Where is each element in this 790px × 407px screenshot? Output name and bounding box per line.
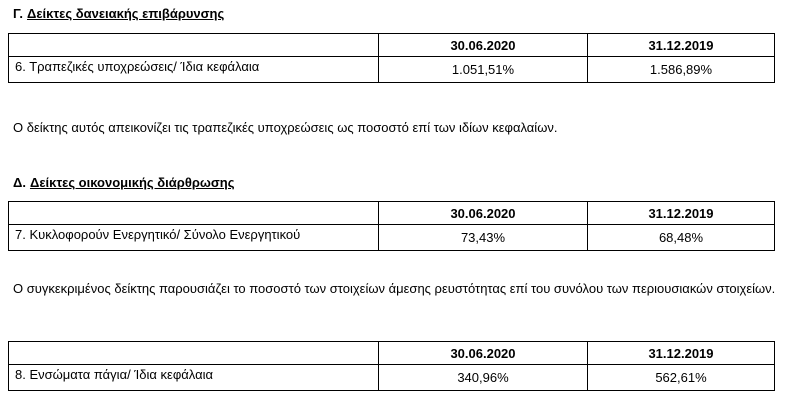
- value-2019: 68,48%: [588, 225, 775, 251]
- section-d-letter: Δ.: [13, 175, 26, 190]
- value-2019: 562,61%: [588, 365, 775, 391]
- header-date-2020: 30.06.2020: [379, 202, 588, 225]
- section-c-letter: Γ.: [13, 6, 23, 21]
- row-label: 8. Ενσώματα πάγια/ Ίδια κεφάλαια: [9, 365, 379, 391]
- section-d-description: Ο συγκεκριμένος δείκτης παρουσιάζει το ποσοστό των στοιχείων άμεσης ρευστότητας επί του συνόλου των περιουσιακών στοιχείων.: [13, 281, 776, 296]
- table-current-assets: [8, 201, 775, 251]
- table-row: [9, 365, 775, 391]
- table-header-row: [9, 342, 775, 365]
- section-c-title: Δείκτες δανειακής επιβάρυνσης: [27, 6, 225, 21]
- section-d-title: Δείκτες οικονομικής διάρθρωσης: [29, 175, 235, 190]
- section-d-heading: [13, 175, 234, 190]
- table-bank-liabilities: [8, 33, 775, 83]
- header-date-2019: 31.12.2019: [588, 34, 775, 57]
- header-empty-cell: [9, 34, 379, 57]
- header-empty-cell: [9, 202, 379, 225]
- table-fixed-assets: [8, 341, 775, 391]
- value-2020: 73,43%: [379, 225, 588, 251]
- value-2019: 1.586,89%: [588, 57, 775, 83]
- header-date-2020: 30.06.2020: [379, 34, 588, 57]
- table-header-row: [9, 202, 775, 225]
- value-2020: 1.051,51%: [379, 57, 588, 83]
- row-label: 7. Κυκλοφορούν Ενεργητικό/ Σύνολο Ενεργητικού: [9, 225, 379, 251]
- table-header-row: [9, 34, 775, 57]
- row-label: 6. Τραπεζικές υποχρεώσεις/ Ίδια κεφάλαια: [9, 57, 379, 83]
- table-row: [9, 57, 775, 83]
- table-row: [9, 225, 775, 251]
- header-date-2019: 31.12.2019: [588, 202, 775, 225]
- header-date-2019: 31.12.2019: [588, 342, 775, 365]
- section-c-heading: [13, 6, 224, 21]
- section-c-description: Ο δείκτης αυτός απεικονίζει τις τραπεζικές υποχρεώσεις ως ποσοστό επί των ιδίων κεφαλαίων.: [13, 120, 558, 135]
- header-date-2020: 30.06.2020: [379, 342, 588, 365]
- value-2020: 340,96%: [379, 365, 588, 391]
- header-empty-cell: [9, 342, 379, 365]
